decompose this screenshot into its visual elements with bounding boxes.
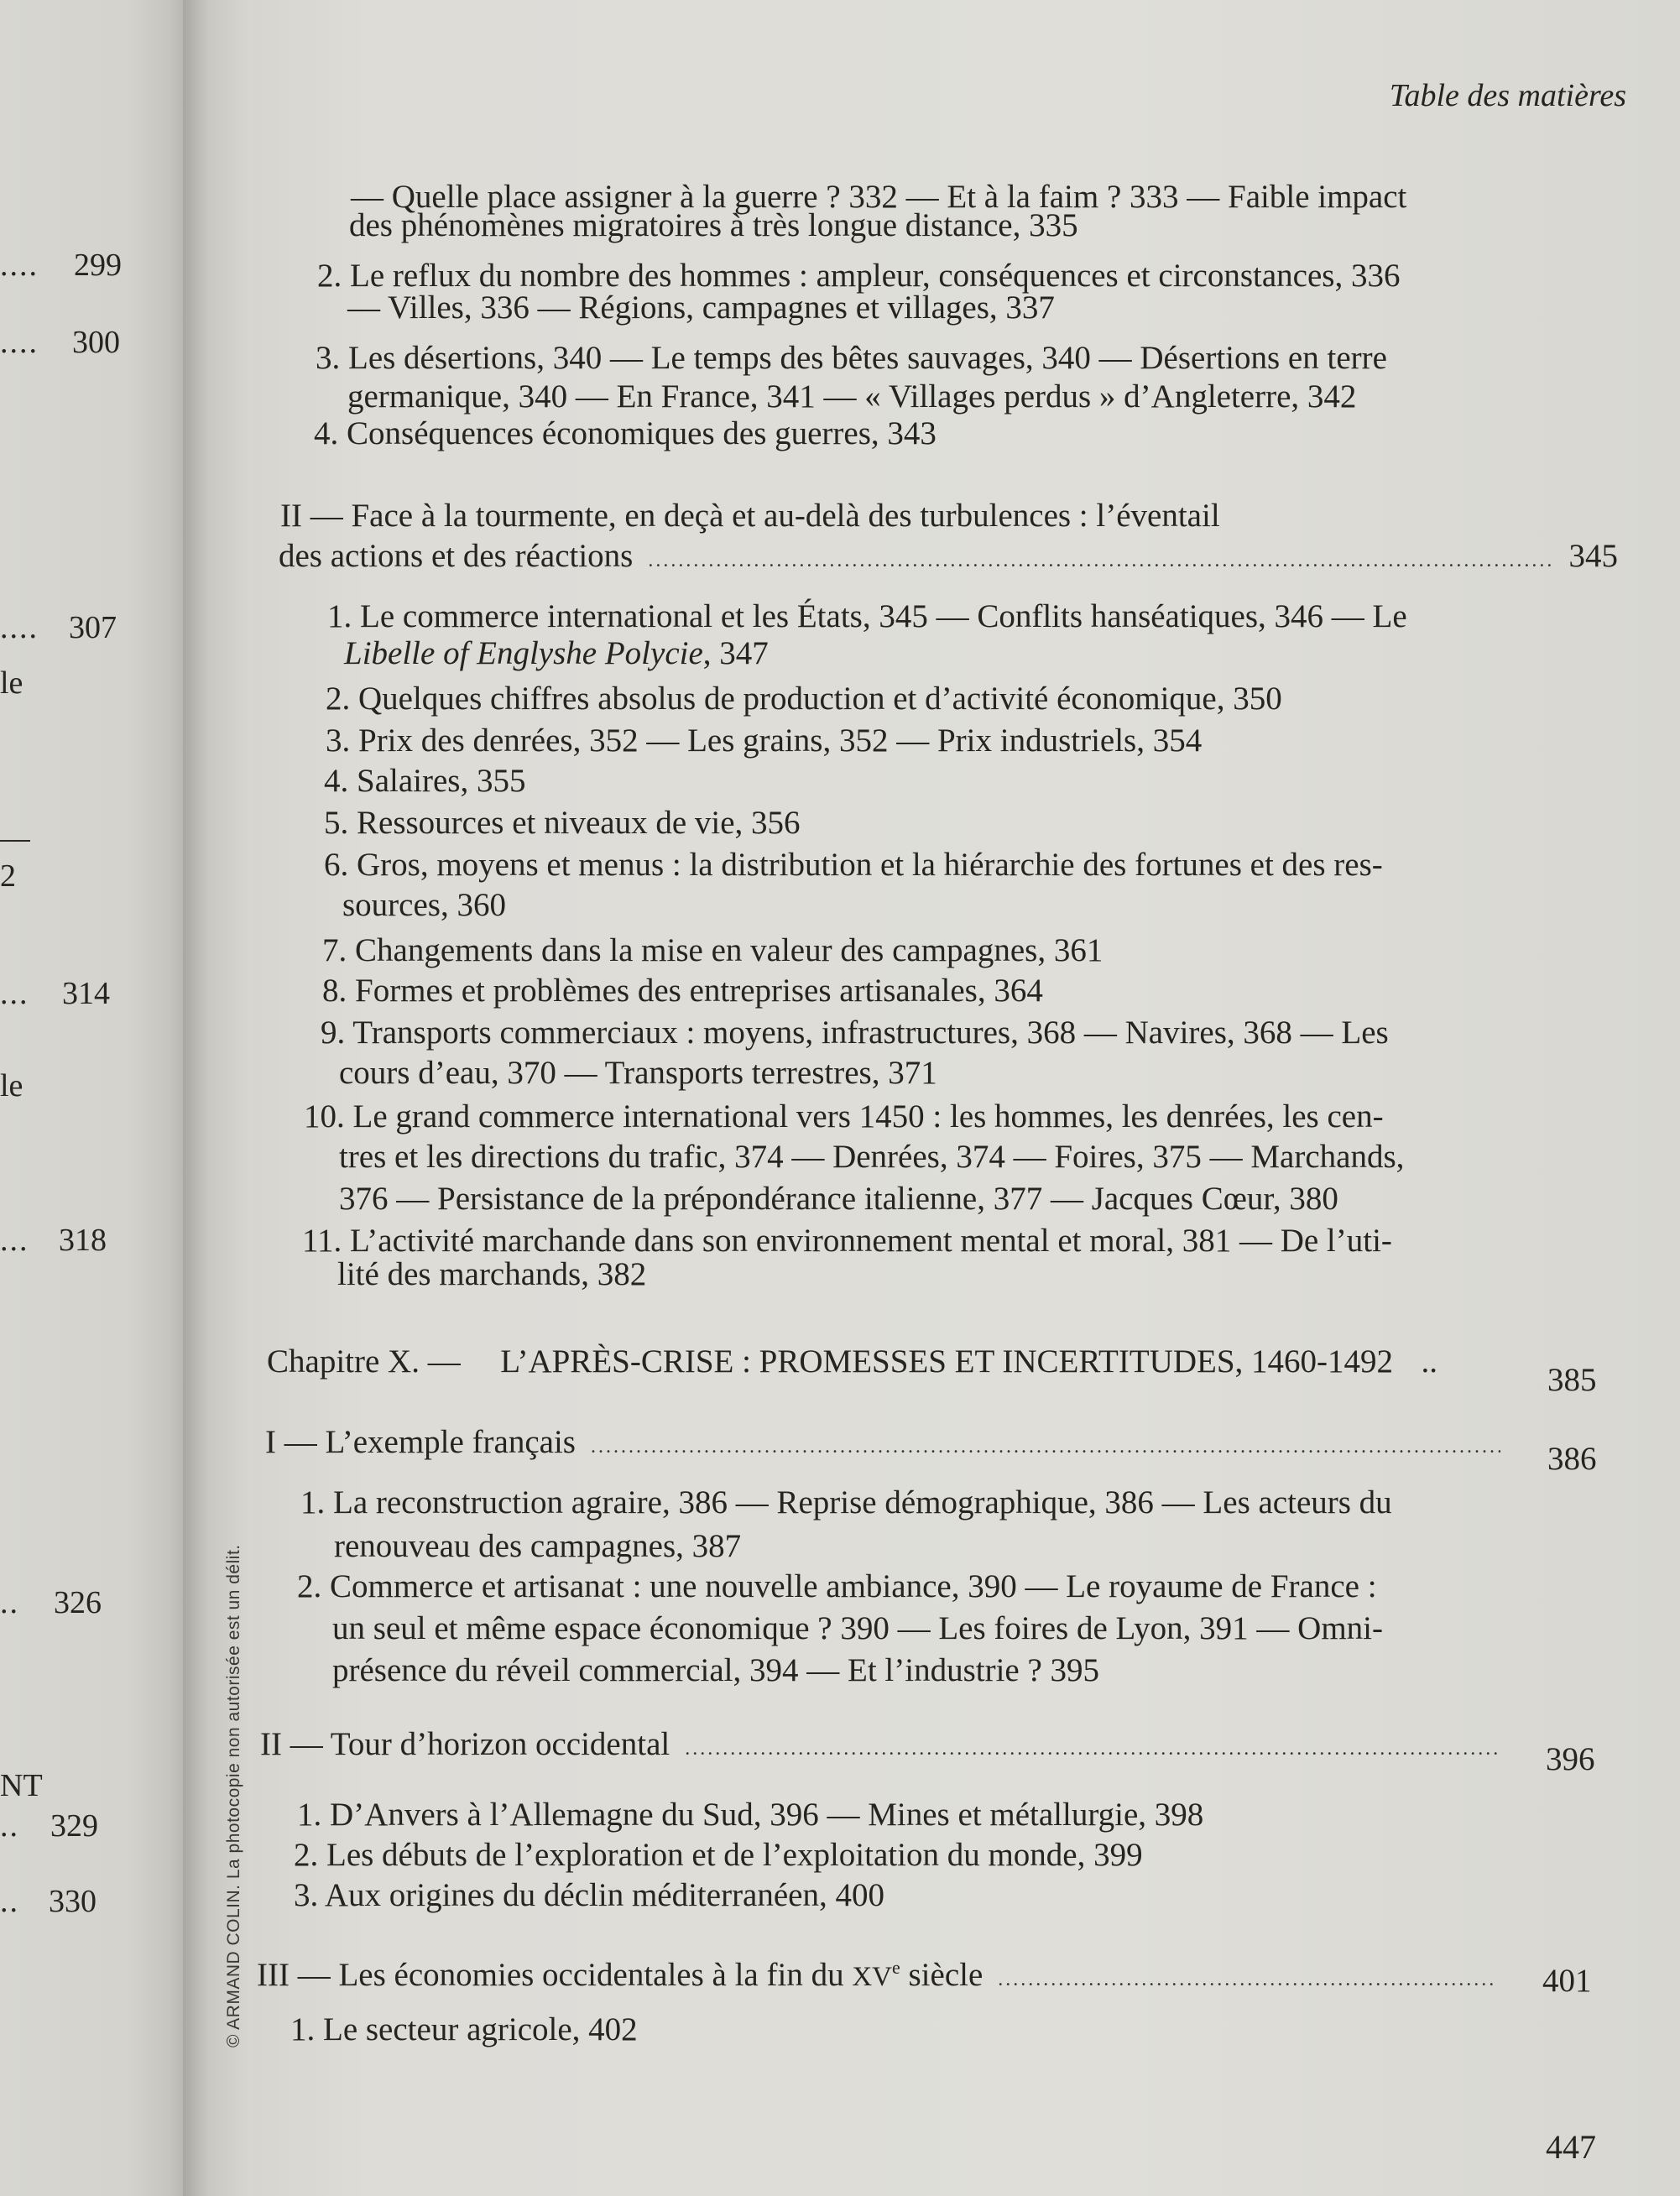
- toc-line: [344, 634, 769, 673]
- left-fragment: 2: [0, 858, 16, 894]
- leader-dots: ....: [0, 248, 39, 283]
- section-page: 396: [1546, 1741, 1595, 1777]
- toc-line: 11. L’activité marchande dans son environnement mental et moral, 381 — De l’uti-: [302, 1223, 1392, 1259]
- page-ref: 326: [54, 1585, 102, 1620]
- toc-line: 2. Les débuts de l’exploration et de l’exploitation du monde, 399: [294, 1837, 1143, 1873]
- leader-dots: [685, 1729, 1500, 1768]
- leader-dots: ..: [0, 1884, 19, 1919]
- toc-line: lité des marchands, 382: [337, 1256, 647, 1292]
- page-ref: 300: [72, 325, 120, 360]
- page-ref: 299: [74, 248, 122, 283]
- left-fragment: le: [0, 665, 23, 701]
- page-ref: 307: [69, 610, 117, 645]
- toc-line: 8. Formes et problèmes des entreprises artisanales, 364: [322, 973, 1043, 1009]
- italic-title: Libelle of Englyshe Polycie: [344, 635, 703, 671]
- chapter-label: Chapitre X. —: [267, 1343, 461, 1380]
- toc-line: 7. Changements dans la mise en valeur des campagnes, 361: [322, 932, 1103, 968]
- section-title-leader: [257, 1948, 1512, 1999]
- section-title: II — Tour d’horizon occidental: [260, 1726, 670, 1762]
- toc-line: 3. Prix des denrées, 352 — Les grains, 352 — Prix industriels, 354: [326, 722, 1203, 759]
- running-head: Table des matières: [1389, 78, 1626, 113]
- toc-line: 4. Salaires, 355: [324, 763, 526, 799]
- century-superscript: e: [891, 1957, 900, 1978]
- chapter-heading: [267, 1343, 1437, 1381]
- page-ref: 329: [50, 1808, 98, 1844]
- toc-line: — Villes, 336 — Régions, campagnes et villages, 337: [347, 289, 1055, 326]
- left-entry: [0, 1584, 102, 1621]
- book-gutter: [183, 0, 258, 2196]
- leader-dots: ....: [0, 610, 39, 645]
- toc-line: sources, 360: [342, 887, 506, 923]
- toc-line: 6. Gros, moyens et menus : la distribution et la hiérarchie des fortunes et des res-: [324, 847, 1383, 883]
- toc-line: 1. Le secteur agricole, 402: [290, 2011, 638, 2047]
- left-entry: [0, 247, 122, 284]
- page-ref: 318: [59, 1223, 107, 1258]
- toc-line: 2. Le reflux du nombre des hommes : ampleur, conséquences et circonstances, 336: [317, 258, 1401, 294]
- toc-line: 1. Le commerce international et les États, 345 — Conflits hanséatiques, 346 — Le: [327, 598, 1407, 634]
- left-fragment: NT: [0, 1768, 43, 1803]
- left-dash: [0, 840, 30, 842]
- page-ref: 330: [49, 1884, 97, 1919]
- toc-line: présence du réveil commercial, 394 — Et l’industrie ? 395: [332, 1652, 1100, 1688]
- section-title-line2: des actions et des réactions: [279, 538, 634, 574]
- italic-suffix: , 347: [702, 635, 769, 671]
- left-entry: [0, 1807, 98, 1844]
- leader-dots: ..: [0, 1808, 19, 1844]
- toc-line: 3. Les désertions, 340 — Le temps des bêtes sauvages, 340 — Désertions en terre: [316, 340, 1387, 376]
- chapter-page: 385: [1547, 1362, 1597, 1398]
- leader-dots: [591, 1427, 1500, 1466]
- toc-line: germanique, 340 — En France, 341 — « Villages perdus » d’Angleterre, 342: [347, 378, 1357, 415]
- section-title: [257, 1948, 983, 1996]
- section-page: 386: [1547, 1441, 1597, 1477]
- toc-line: 2. Commerce et artisanat : une nouvelle ambiance, 390 — Le royaume de France :: [297, 1568, 1377, 1604]
- section-page: 345: [1568, 538, 1618, 574]
- leader-dots: ...: [0, 976, 29, 1011]
- section-title-leader: [265, 1423, 1516, 1466]
- left-entry: [0, 324, 120, 361]
- page-number: 447: [1546, 2128, 1596, 2166]
- toc-line: 1. D’Anvers à l’Allemagne du Sud, 396 — Mines et métallurgie, 398: [297, 1797, 1204, 1833]
- leader-dots: [998, 1960, 1497, 1999]
- toc-line: 10. Le grand commerce international vers 1450 : les hommes, les denrées, les cen-: [304, 1098, 1384, 1135]
- toc-line: renouveau des campagnes, 387: [334, 1528, 742, 1564]
- left-entry: [0, 1883, 97, 1920]
- toc-line: des phénomènes migratoires à très longue distance, 335: [349, 207, 1078, 243]
- page-ref: 314: [62, 976, 110, 1011]
- left-fragment: le: [0, 1068, 23, 1103]
- toc-line: 3. Aux origines du déclin méditerranéen, 400: [294, 1877, 884, 1913]
- toc-line: 5. Ressources et niveaux de vie, 356: [324, 805, 801, 841]
- leader-dots: [648, 541, 1553, 580]
- left-entry: [0, 1222, 107, 1259]
- century-numeral: XV: [852, 1962, 892, 1992]
- toc-line: 4. Conséquences économiques des guerres, 343: [314, 415, 937, 451]
- section-title-end: siècle: [900, 1957, 983, 1993]
- toc-line: 376 — Persistance de la prépondérance italienne, 377 — Jacques Cœur, 380: [339, 1181, 1338, 1217]
- toc-line: un seul et même espace économique ? 390 — Les foires de Lyon, 391 — Omni-: [332, 1610, 1383, 1646]
- toc-line: 1. La reconstruction agraire, 386 — Reprise démographique, 386 — Les acteurs du: [300, 1484, 1392, 1521]
- toc-line: 2. Quelques chiffres absolus de production et d’activité économique, 350: [326, 681, 1282, 717]
- section-title: II — Face à la tourmente, en deçà et au-delà des turbulences : l’éventail: [280, 498, 1220, 534]
- leader-dots: ...: [0, 1223, 29, 1258]
- leader-dots: ..: [0, 1585, 19, 1620]
- section-title: I — L’exemple français: [265, 1424, 576, 1460]
- left-entry: [0, 975, 110, 1012]
- toc-line: 9. Transports commerciaux : moyens, infrastructures, 368 — Navires, 368 — Les: [321, 1015, 1389, 1051]
- left-entry: [0, 609, 117, 646]
- chapter-title: L’APRÈS-CRISE : PROMESSES ET INCERTITUDES, 1460-1492: [500, 1343, 1393, 1380]
- toc-line: cours d’eau, 370 — Transports terrestres, 371: [339, 1055, 937, 1091]
- leader-dots: ..: [1421, 1343, 1437, 1380]
- leader-dots: ....: [0, 325, 39, 360]
- section-title-leader: [279, 537, 1618, 580]
- left-page: [0, 0, 183, 2196]
- section-title-text: III — Les économies occidentales à la fin du: [257, 1957, 844, 1993]
- toc-line: tres et les directions du trafic, 374 — Denrées, 374 — Foires, 375 — Marchands,: [339, 1139, 1405, 1175]
- toc-line: — Quelle place assigner à la guerre ? 332 — Et à la faim ? 333 — Faible impact: [351, 179, 1407, 215]
- copyright-notice: © ARMAND COLIN. La photocopie non autorisée est un délit.: [224, 1544, 243, 2047]
- section-title-leader: [260, 1725, 1516, 1768]
- section-page: 401: [1542, 1963, 1592, 1999]
